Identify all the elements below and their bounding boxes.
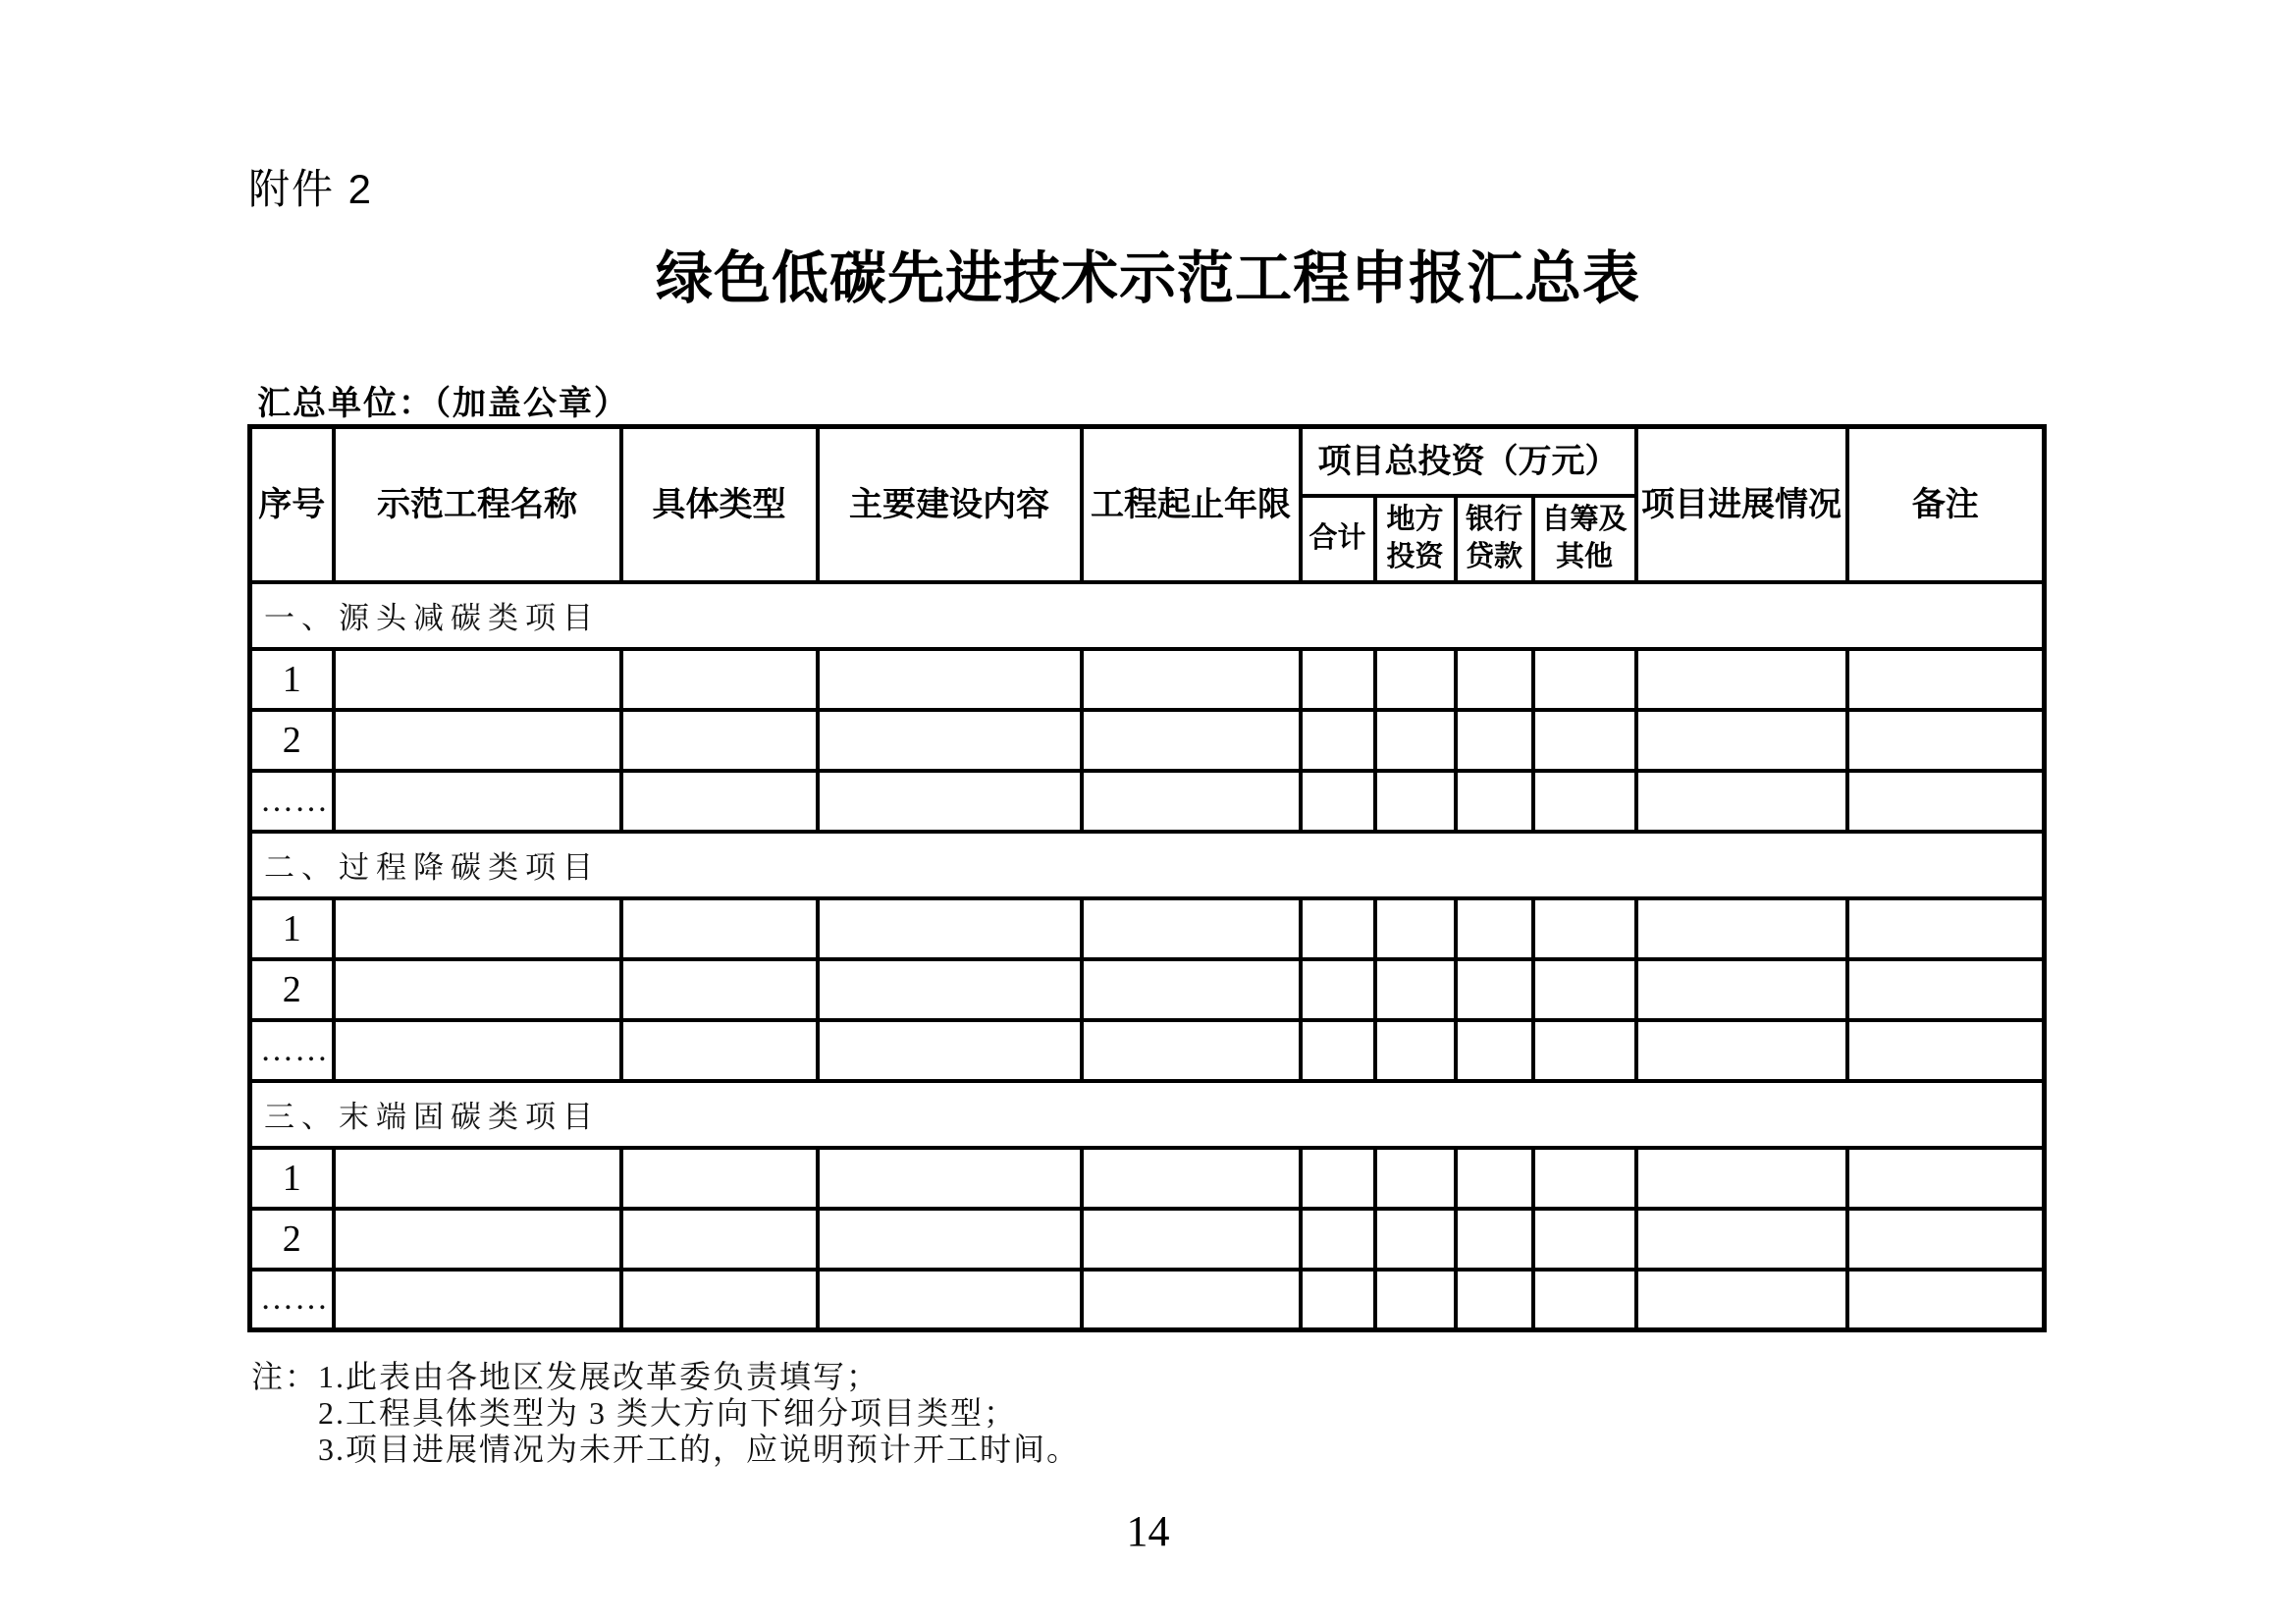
empty-cell (621, 1209, 818, 1270)
empty-cell (1456, 1148, 1533, 1209)
empty-cell (1301, 1020, 1375, 1081)
col-header-investment-local: 地方投资 (1375, 496, 1456, 582)
empty-cell (621, 959, 818, 1020)
empty-cell (1082, 1148, 1301, 1209)
section-title: 三、末端固碳类项目 (250, 1081, 2045, 1148)
empty-cell (1375, 649, 1456, 710)
col-header-seq: 序号 (250, 427, 334, 582)
empty-cell (818, 710, 1082, 771)
empty-cell (1456, 771, 1533, 832)
col-header-investment-bank: 银行贷款 (1456, 496, 1533, 582)
row-seq: 2 (250, 1209, 334, 1270)
empty-cell (334, 898, 621, 959)
section-title: 一、源头减碳类项目 (250, 582, 2045, 649)
empty-cell (1301, 649, 1375, 710)
empty-cell (1375, 771, 1456, 832)
col-header-specific-type: 具体类型 (621, 427, 818, 582)
empty-cell (334, 1020, 621, 1081)
empty-cell (1375, 898, 1456, 959)
empty-cell (334, 649, 621, 710)
table-row (250, 710, 2045, 771)
empty-cell (1301, 898, 1375, 959)
empty-cell (1375, 1209, 1456, 1270)
table-row (250, 771, 2045, 832)
empty-cell (1375, 1020, 1456, 1081)
empty-cell (1533, 1148, 1636, 1209)
empty-cell (1533, 771, 1636, 832)
row-seq: 1 (250, 898, 334, 959)
col-header-total-investment-group: 项目总投资（万元） (1301, 427, 1636, 496)
summary-unit-label: 汇总单位：（加盖公章） (257, 385, 629, 422)
empty-cell (818, 771, 1082, 832)
header-row (250, 427, 2045, 496)
empty-cell (1847, 959, 2045, 1020)
empty-cell (818, 1148, 1082, 1209)
row-seq: …… (250, 1270, 334, 1330)
section-row (250, 832, 2045, 898)
empty-cell (334, 710, 621, 771)
footnotes-label: 注： (251, 1359, 319, 1394)
empty-cell (1456, 710, 1533, 771)
empty-cell (1375, 959, 1456, 1020)
empty-cell (1636, 649, 1847, 710)
empty-cell (334, 1148, 621, 1209)
empty-cell (1636, 1270, 1847, 1330)
empty-cell (1847, 898, 2045, 959)
empty-cell (621, 1148, 818, 1209)
empty-cell (334, 959, 621, 1020)
empty-cell (1533, 710, 1636, 771)
empty-cell (1636, 771, 1847, 832)
empty-cell (1082, 710, 1301, 771)
empty-cell (1301, 1209, 1375, 1270)
note-item: 3.项目进展情况为未开工的，应说明预计开工时间。 (318, 1432, 1081, 1467)
table-row (250, 1148, 2045, 1209)
note-item: 1.此表由各地区发展改革委负责填写； (318, 1359, 881, 1394)
empty-cell (1847, 1020, 2045, 1081)
table-row (250, 1020, 2045, 1081)
empty-cell (1456, 649, 1533, 710)
col-header-investment-total: 合计 (1301, 496, 1375, 582)
empty-cell (1301, 1270, 1375, 1330)
col-header-project-name: 示范工程名称 (334, 427, 621, 582)
table-row (250, 1209, 2045, 1270)
page-title: 绿色低碳先进技术示范工程申报汇总表 (655, 246, 1640, 310)
empty-cell (818, 1020, 1082, 1081)
empty-cell (621, 649, 818, 710)
footnotes (251, 1359, 1080, 1468)
empty-cell (1636, 959, 1847, 1020)
note-item: 2.工程具体类型为 3 类大方向下细分项目类型； (318, 1395, 1018, 1431)
page-number: 14 (1126, 1507, 1170, 1555)
section-row (250, 1081, 2045, 1148)
empty-cell (1082, 771, 1301, 832)
empty-cell (818, 1270, 1082, 1330)
table-row (250, 649, 2045, 710)
empty-cell (1082, 898, 1301, 959)
empty-cell (1456, 1270, 1533, 1330)
empty-cell (1082, 649, 1301, 710)
empty-cell (1375, 1148, 1456, 1209)
empty-cell (1533, 959, 1636, 1020)
empty-cell (1533, 1020, 1636, 1081)
row-seq: 2 (250, 710, 334, 771)
empty-cell (1533, 898, 1636, 959)
section-title: 二、过程降碳类项目 (250, 832, 2045, 898)
empty-cell (1375, 1270, 1456, 1330)
col-header-duration: 工程起止年限 (1082, 427, 1301, 582)
empty-cell (621, 1270, 818, 1330)
row-seq: 1 (250, 1148, 334, 1209)
empty-cell (1456, 959, 1533, 1020)
empty-cell (621, 771, 818, 832)
empty-cell (818, 1209, 1082, 1270)
empty-cell (1082, 1270, 1301, 1330)
empty-cell (1847, 1270, 2045, 1330)
empty-cell (1636, 898, 1847, 959)
empty-cell (1636, 1148, 1847, 1209)
attachment-label: 附件 2 (248, 166, 374, 212)
col-header-remarks: 备注 (1847, 427, 2045, 582)
empty-cell (334, 771, 621, 832)
empty-cell (818, 898, 1082, 959)
table-row (250, 898, 2045, 959)
empty-cell (334, 1209, 621, 1270)
col-header-progress: 项目进展情况 (1636, 427, 1847, 582)
empty-cell (621, 898, 818, 959)
empty-cell (1082, 959, 1301, 1020)
empty-cell (1082, 1209, 1301, 1270)
empty-cell (1847, 1209, 2045, 1270)
empty-cell (1847, 771, 2045, 832)
empty-cell (1301, 710, 1375, 771)
table-row (250, 1270, 2045, 1330)
empty-cell (818, 649, 1082, 710)
empty-cell (1456, 1209, 1533, 1270)
row-seq: 1 (250, 649, 334, 710)
empty-cell (1636, 710, 1847, 771)
empty-cell (1375, 710, 1456, 771)
col-header-main-content: 主要建设内容 (818, 427, 1082, 582)
empty-cell (1636, 1209, 1847, 1270)
empty-cell (1082, 1020, 1301, 1081)
empty-cell (1301, 1148, 1375, 1209)
col-header-investment-self: 自筹及其他 (1533, 496, 1636, 582)
empty-cell (1301, 771, 1375, 832)
empty-cell (1847, 710, 2045, 771)
row-seq: …… (250, 771, 334, 832)
empty-cell (1847, 1148, 2045, 1209)
empty-cell (621, 710, 818, 771)
footnotes-list (318, 1359, 1080, 1468)
empty-cell (1533, 1270, 1636, 1330)
empty-cell (1456, 898, 1533, 959)
empty-cell (621, 1020, 818, 1081)
section-row (250, 582, 2045, 649)
empty-cell (334, 1270, 621, 1330)
table-row (250, 959, 2045, 1020)
empty-cell (1533, 649, 1636, 710)
application-summary-table (247, 424, 2047, 1332)
row-seq: …… (250, 1020, 334, 1081)
empty-cell (1456, 1020, 1533, 1081)
row-seq: 2 (250, 959, 334, 1020)
empty-cell (1636, 1020, 1847, 1081)
empty-cell (1301, 959, 1375, 1020)
empty-cell (1847, 649, 2045, 710)
empty-cell (1533, 1209, 1636, 1270)
empty-cell (818, 959, 1082, 1020)
